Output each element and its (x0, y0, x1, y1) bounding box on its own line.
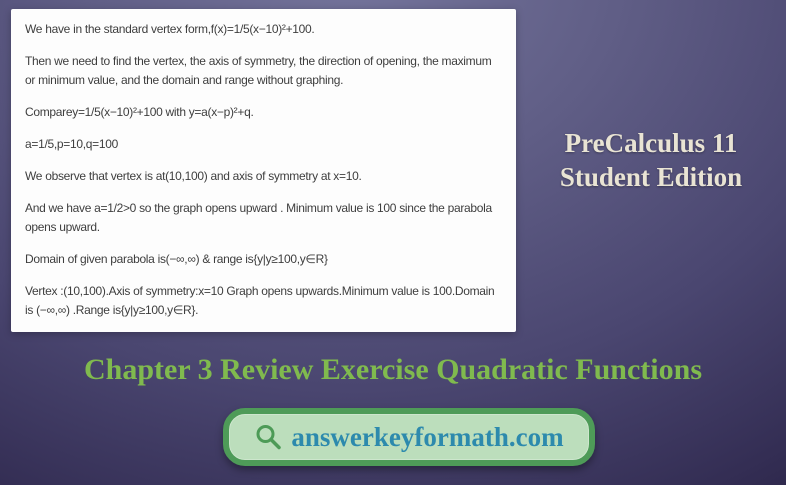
solution-paragraph: Domain of given parabola is(−∞,∞) & range is{y|y≥100,y∈R} (25, 252, 328, 266)
book-title-line1: PreCalculus 11 (564, 128, 738, 158)
solution-paragraph: We have in the standard vertex form,f(x)=1/5(x−10)²+100. (25, 22, 315, 36)
solution-card (11, 9, 516, 332)
solution-paragraph: Vertex :(10,100).Axis of symmetry:x=10 Graph opens upwards.Minimum value is 100.Domain is (−∞,∞) .Range is{y|y≥100,y∈R}. (25, 284, 495, 317)
search-icon (254, 423, 282, 451)
solution-paragraph: And we have a=1/2>0 so the graph opens upward . Minimum value is 100 since the parabola opens upward. (25, 201, 492, 234)
solution-paragraph: Comparey=1/5(x−10)²+100 with y=a(x−p)²+q. (25, 105, 254, 119)
book-title (516, 126, 786, 194)
chapter-heading: Chapter 3 Review Exercise Quadratic Functions (83, 353, 702, 386)
solution-paragraph: We observe that vertex is at(10,100) and axis of symmetry at x=10. (25, 169, 362, 183)
solution-paragraph: Then we need to find the vertex, the axis of symmetry, the direction of opening, the maximum or minimum value, and the domain and range without graphing. (25, 54, 492, 87)
website-url: answerkeyformath.com (291, 421, 564, 452)
book-title-line2: Student Edition (559, 162, 743, 192)
solution-paragraph: a=1/5,p=10,q=100 (25, 137, 118, 151)
website-search-bar[interactable] (223, 408, 595, 466)
